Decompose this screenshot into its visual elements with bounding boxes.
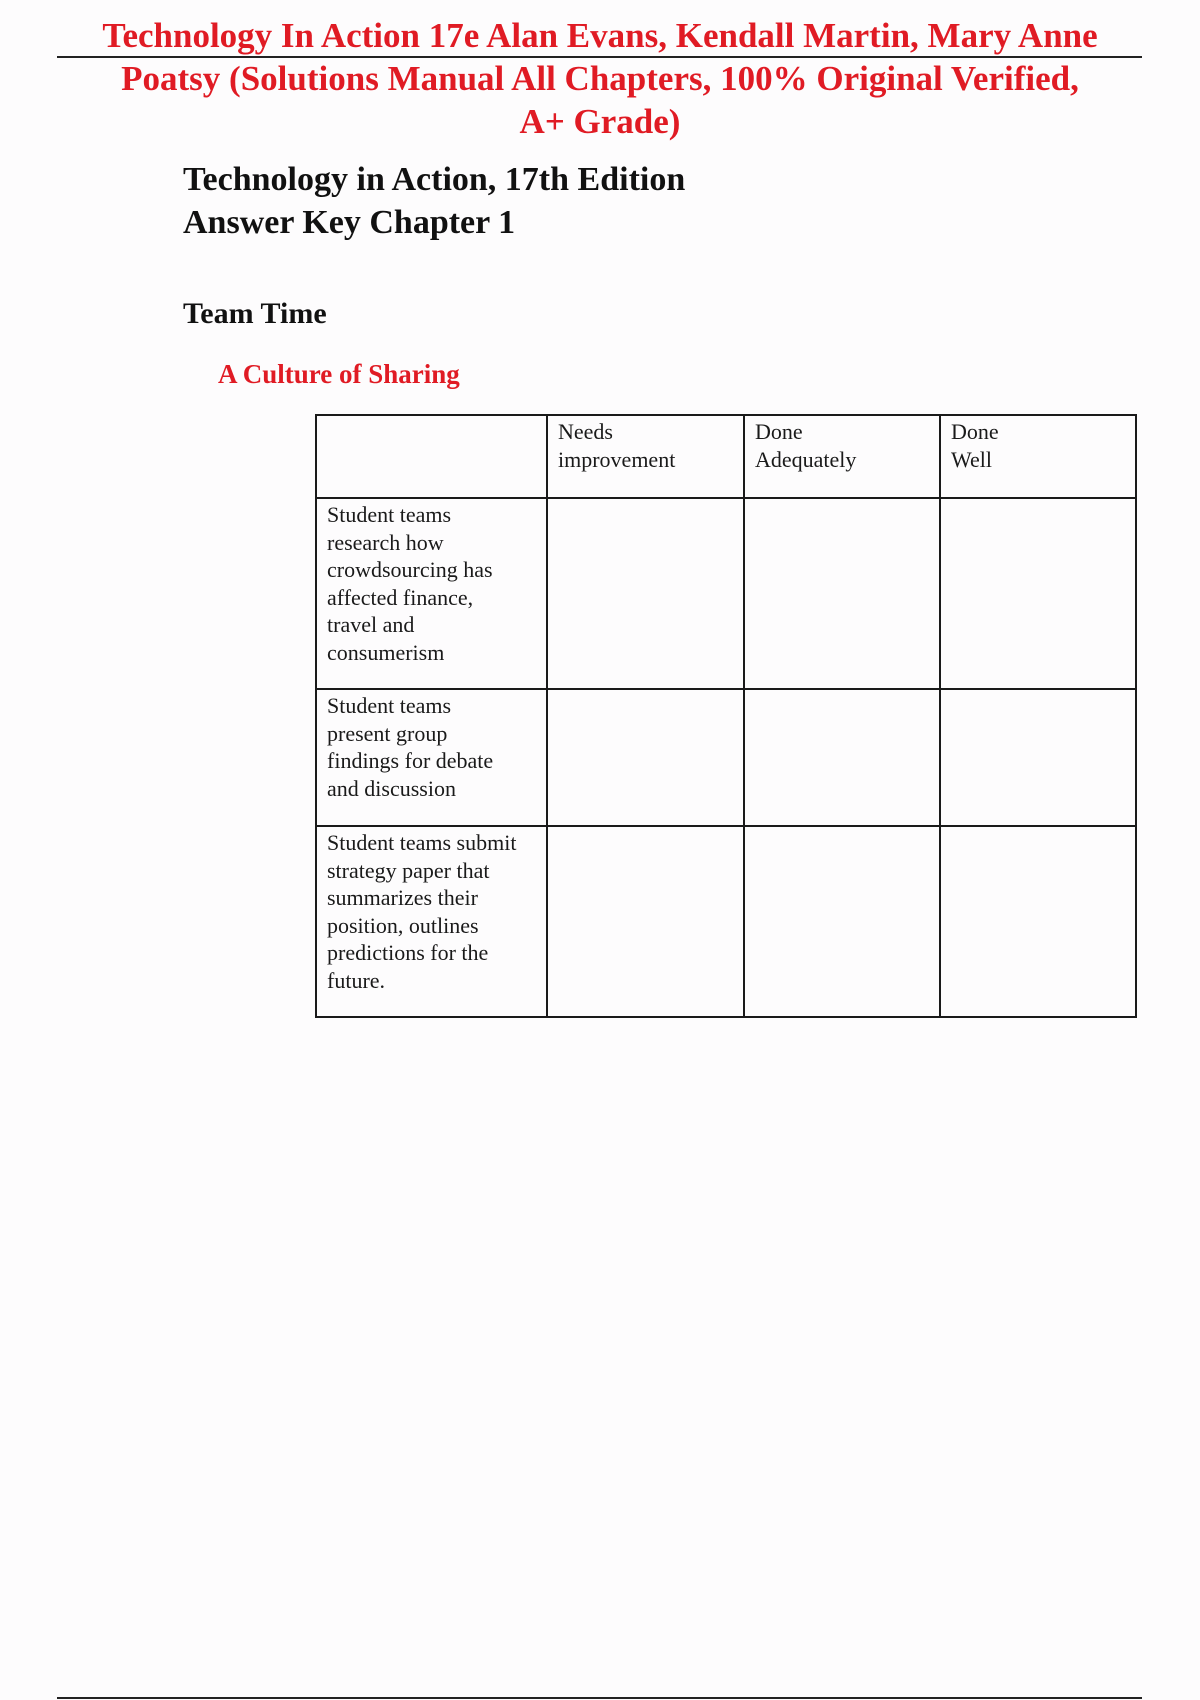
needs-improvement-cell bbox=[547, 689, 744, 826]
done-well-cell bbox=[940, 498, 1136, 689]
subsection-title: A Culture of Sharing bbox=[218, 359, 460, 389]
header-cell-done-well: Done Well bbox=[940, 415, 1136, 498]
table-header-row bbox=[316, 415, 1136, 498]
document-title bbox=[183, 158, 685, 244]
done-well-cell bbox=[940, 826, 1136, 1017]
document-title-line-2: Answer Key Chapter 1 bbox=[183, 204, 516, 241]
header-cell-done-adequately: Done Adequately bbox=[744, 415, 940, 498]
document-title-line-1: Technology in Action, 17th Edition bbox=[183, 161, 686, 198]
criterion-cell: Student teams submit strategy paper that summarizes their position, outlines predictions for the future. bbox=[316, 826, 547, 1017]
header-title: Technology In Action 17e Alan Evans, Kendall Martin, Mary Anne Poatsy (Solutions Manual All Chapters, 100% Original Verified, A+ Grade) bbox=[102, 16, 1098, 141]
done-adequately-cell bbox=[744, 689, 940, 826]
done-adequately-cell bbox=[744, 826, 940, 1017]
rubric-table bbox=[315, 414, 1137, 1018]
done-adequately-cell bbox=[744, 498, 940, 689]
table-row bbox=[316, 498, 1136, 689]
criterion-cell: Student teams research how crowdsourcing has affected finance, travel and consumerism bbox=[316, 498, 547, 689]
table-row bbox=[316, 689, 1136, 826]
header-cell-needs-improvement: Needs improvement bbox=[547, 415, 744, 498]
needs-improvement-cell bbox=[547, 498, 744, 689]
footer-divider bbox=[57, 1697, 1142, 1699]
needs-improvement-cell bbox=[547, 826, 744, 1017]
criterion-cell: Student teams present group findings for debate and discussion bbox=[316, 689, 547, 826]
header-cell-criteria bbox=[316, 415, 547, 498]
table-row bbox=[316, 826, 1136, 1017]
done-well-cell bbox=[940, 689, 1136, 826]
section-title: Team Time bbox=[183, 297, 327, 330]
